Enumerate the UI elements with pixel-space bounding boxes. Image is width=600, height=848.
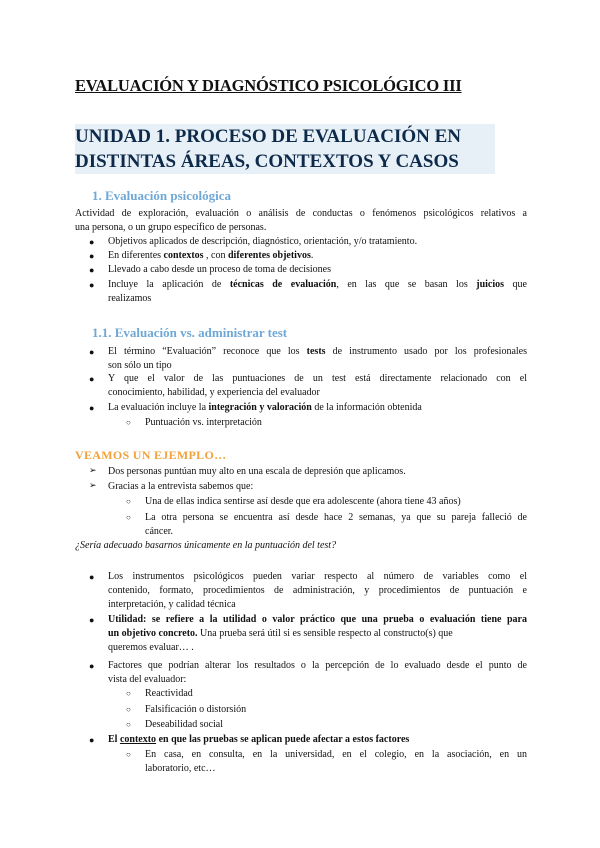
list-item-instrumentos: Los instrumentos psicológicos pueden variar respecto al número de variables como el (108, 571, 527, 582)
circle-bullet-icon: ○ (126, 750, 131, 759)
section-heading-evaluacion: 1. Evaluación psicológica (92, 188, 232, 203)
definition-line-2: una persona, o un grupo específico de personas. (75, 222, 267, 233)
bullet-icon: ● (89, 265, 95, 275)
list-item-tecnicas-cont: realizamos (108, 293, 152, 304)
example-subitem-adolescente: Una de ellas indica sentirse así desde que era adolescente (ahora tiene 43 años) (145, 496, 461, 507)
example-item-entrevista: Gracias a la entrevista sabemos que: (108, 481, 254, 492)
list-item-termino-evaluacion-cont: son sólo un tipo (108, 360, 172, 371)
bullet-icon: ● (89, 735, 95, 745)
list-item-valor-puntuaciones-cont: conocimiento, habilidad, y experiencia del evaluador (108, 387, 320, 398)
example-item-puntuan: Dos personas puntúan muy alto en una escala de depresión que aplicamos. (108, 466, 406, 477)
circle-bullet-icon: ○ (126, 513, 131, 522)
list-item-contextos: En diferentes contextos , con diferentes objetivos. (108, 250, 314, 261)
list-item-utilidad-cont: un objetivo concreto. Una prueba será útil si es sensible respecto al constructo(s) que (108, 628, 453, 639)
circle-bullet-icon: ○ (126, 497, 131, 506)
list-item-factores-cont: vista del evaluador: (108, 674, 187, 685)
unit-heading-line-2: DISTINTAS ÁREAS, CONTEXTOS Y CASOS (75, 151, 459, 172)
arrow-bullet-icon: ➢ (89, 465, 97, 475)
sublist-item-puntuacion: Puntuación vs. interpretación (145, 417, 262, 428)
list-item-contexto: El contexto en que las pruebas se aplican puede afectar a estos factores (108, 734, 410, 745)
bullet-icon: ● (89, 237, 95, 247)
circle-bullet-icon: ○ (126, 705, 131, 714)
list-item-toma-decisiones: Llevado a cabo desde un proceso de toma de decisiones (108, 264, 331, 275)
list-item-tecnicas: Incluye la aplicación de técnicas de evaluación, en las que se basan los juicios que (108, 279, 527, 290)
sublist-item-lugares-cont: laboratorio, etc… (145, 763, 216, 774)
list-item-objetivos: Objetivos aplicados de descripción, diagnóstico, orientación, y/o tratamiento. (108, 236, 418, 247)
circle-bullet-icon: ○ (126, 418, 131, 427)
bullet-icon: ● (89, 661, 95, 671)
list-item-utilidad-cont2: queremos evaluar… . (108, 642, 194, 653)
example-subitem-pareja-cont: cáncer. (145, 526, 174, 537)
bullet-icon: ● (89, 374, 95, 384)
bullet-icon: ● (89, 347, 95, 357)
list-item-instrumentos-cont2: interpretación, y calidad técnica (108, 599, 236, 610)
list-item-valor-puntuaciones: Y que el valor de las puntuaciones de un test está directamente relacionado con el (108, 373, 527, 384)
circle-bullet-icon: ○ (126, 689, 131, 698)
arrow-bullet-icon: ➢ (89, 480, 97, 490)
list-item-termino-evaluacion: El término “Evaluación” reconoce que los tests de instrumento usado por los profesionales (108, 346, 528, 357)
list-item-factores: Factores que podrían alterar los resultados o la percepción de lo evaluado desde el punto de (108, 660, 527, 671)
bullet-icon: ● (89, 280, 95, 290)
bullet-icon: ● (89, 403, 95, 413)
section-heading-evaluacion-vs-test: 1.1. Evaluación vs. administrar test (92, 325, 288, 340)
circle-bullet-icon: ○ (126, 720, 131, 729)
list-item-integracion: La evaluación incluye la integración y valoración de la información obtenida (108, 402, 422, 413)
bullet-icon: ● (89, 615, 95, 625)
list-item-instrumentos-cont: contenido, formato, procedimientos de administración, y procedimientos de puntuación e (108, 585, 527, 596)
bullet-icon: ● (89, 572, 95, 582)
sublist-item-deseabilidad: Deseabilidad social (145, 719, 224, 730)
document-title: EVALUACIÓN Y DIAGNÓSTICO PSICOLÓGICO III (75, 76, 462, 95)
definition-line-1: Actividad de exploración, evaluación o análisis de conductas o fenómenos psicológicos relativos a (75, 208, 527, 219)
unit-heading (75, 124, 495, 174)
sublist-item-lugares: En casa, en consulta, en la universidad, en el colegio, en la asociación, en un (145, 749, 527, 760)
sublist-item-falsificacion: Falsificación o distorsión (145, 704, 247, 715)
example-heading: VEAMOS UN EJEMPLO… (75, 448, 227, 462)
list-item-utilidad: Utilidad: se refiere a la utilidad o valor práctico que una prueba o evaluación tiene para (108, 614, 527, 625)
bullet-icon: ● (89, 251, 95, 261)
sublist-item-reactividad: Reactividad (145, 688, 193, 699)
example-subitem-pareja: La otra persona se encuentra así desde hace 2 semanas, ya que su pareja falleció de (145, 512, 527, 523)
example-question: ¿Sería adecuado basarnos únicamente en la puntuación del test? (75, 540, 337, 551)
unit-heading-line-1: UNIDAD 1. PROCESO DE EVALUACIÓN EN (75, 126, 462, 147)
